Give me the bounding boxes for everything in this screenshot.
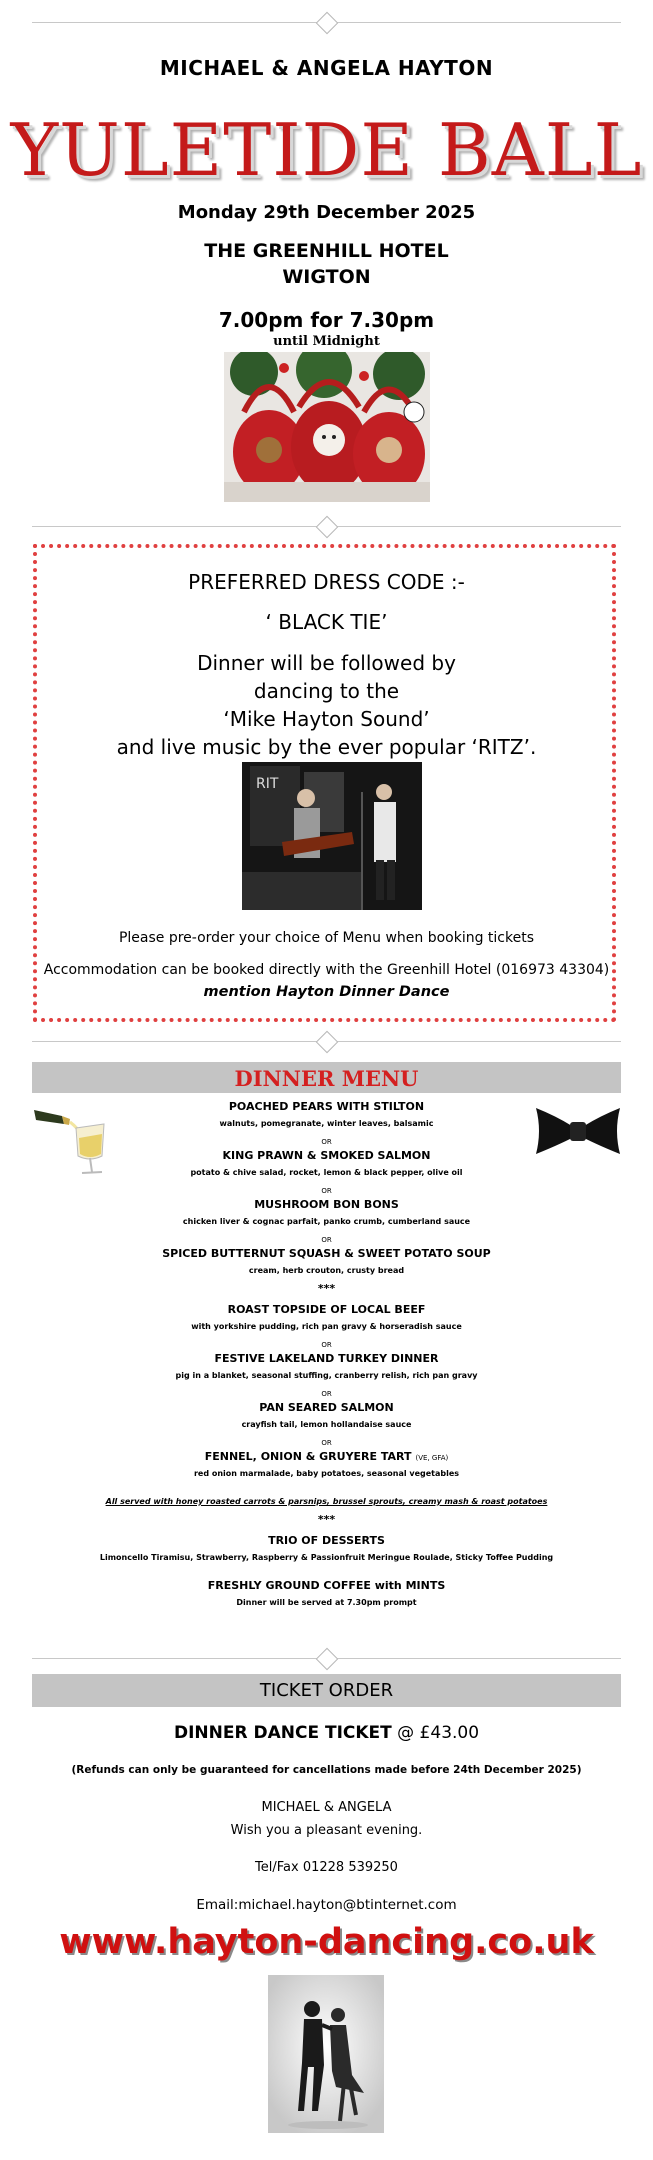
sign-off-wish: Wish you a pleasant evening. bbox=[230, 1823, 423, 1838]
sign-off-names: MICHAEL & ANGELA bbox=[261, 1800, 392, 1815]
menu-dish-title: KING PRAWN & SMOKED SALMON bbox=[222, 1149, 431, 1162]
event-until: until Midnight bbox=[273, 334, 380, 349]
divider-diamond bbox=[316, 12, 339, 35]
dress-code-label: PREFERRED DRESS CODE :- bbox=[188, 570, 465, 594]
menu-heading: DINNER MENU bbox=[234, 1066, 419, 1091]
dancing-couple-image bbox=[268, 1975, 384, 2133]
accommodation-note: Accommodation can be booked directly with the Greenhill Hotel (016973 43304) bbox=[43, 962, 610, 978]
menu-or-separator: OR bbox=[321, 1439, 332, 1447]
menu-dish-description: red onion marmalade, baby potatoes, seasonal vegetables bbox=[193, 1469, 460, 1478]
divider-diamond bbox=[316, 516, 339, 539]
menu-dish-title: ROAST TOPSIDE OF LOCAL BEEF bbox=[227, 1303, 426, 1316]
band-photo bbox=[242, 762, 422, 910]
menu-dish-description: Dinner will be served at 7.30pm prompt bbox=[236, 1598, 417, 1607]
menu-dish-description: pig in a blanket, seasonal stuffing, cranberry relish, rich pan gravy bbox=[175, 1371, 478, 1380]
refund-note: (Refunds can only be guaranteed for cancellations made before 24th December 2025) bbox=[71, 1764, 582, 1776]
preorder-note: Please pre-order your choice of Menu when booking tickets bbox=[118, 930, 535, 946]
menu-dish-title: POACHED PEARS WITH STILTON bbox=[228, 1100, 425, 1113]
menu-dish-description: Limoncello Tiramisu, Strawberry, Raspberry & Passionfruit Meringue Roulade, Sticky Toffee Pudding bbox=[99, 1553, 554, 1562]
menu-dish-description: crayfish tail, lemon hollandaise sauce bbox=[241, 1420, 412, 1429]
ticket-line bbox=[0, 1723, 653, 1743]
info-line-3: ‘Mike Hayton Sound’ bbox=[223, 707, 430, 731]
event-date: Monday 29th December 2025 bbox=[177, 202, 476, 223]
menu-dish-description: potato & chive salad, rocket, lemon & black pepper, olive oil bbox=[190, 1168, 463, 1177]
menu-dish-description: walnuts, pomegranate, winter leaves, balsamic bbox=[219, 1119, 434, 1128]
divider-diamond bbox=[316, 1031, 339, 1054]
event-title: YULETIDE BALL bbox=[10, 108, 643, 192]
menu-dish-title: FRESHLY GROUND COFFEE with MINTS bbox=[207, 1579, 446, 1592]
menu-or-separator: OR bbox=[321, 1187, 332, 1195]
info-line-4: and live music by the ever popular ‘RITZ’. bbox=[116, 735, 537, 759]
menu-dish-dietary: (VE, GFA) bbox=[415, 1454, 449, 1462]
menu-course-separator: *** bbox=[317, 1513, 336, 1526]
info-line-2: dancing to the bbox=[253, 679, 400, 703]
ticket-heading: TICKET ORDER bbox=[259, 1680, 394, 1701]
menu-dish-title: FESTIVE LAKELAND TURKEY DINNER bbox=[214, 1352, 439, 1365]
menu-dish-title: PAN SEARED SALMON bbox=[259, 1401, 394, 1414]
menu-or-separator: OR bbox=[321, 1341, 332, 1349]
menu-dish-name: FENNEL, ONION & GRUYERE TART bbox=[204, 1450, 412, 1463]
menu-sides-note: All served with honey roasted carrots & parsnips, brussel sprouts, creamy mash & roast potatoes bbox=[105, 1497, 548, 1506]
menu-dish-title: MUSHROOM BON BONS bbox=[254, 1198, 399, 1211]
menu-or-separator: OR bbox=[321, 1236, 332, 1244]
email-address: Email:michael.hayton@btinternet.com bbox=[196, 1897, 457, 1913]
dress-code: ‘ BLACK TIE’ bbox=[265, 610, 388, 634]
venue-line-2: WIGTON bbox=[282, 266, 371, 288]
event-time: 7.00pm for 7.30pm bbox=[218, 308, 435, 332]
website-url[interactable]: www.hayton-dancing.co.uk bbox=[59, 1922, 594, 1962]
menu-dish-description: with yorkshire pudding, rich pan gravy & horseradish sauce bbox=[191, 1322, 462, 1331]
ticket-price: @ £43.00 bbox=[397, 1723, 480, 1743]
menu-dish-title bbox=[0, 1451, 653, 1464]
divider-diamond bbox=[316, 1648, 339, 1671]
menu-dish-title: SPICED BUTTERNUT SQUASH & SWEET POTATO SOUP bbox=[162, 1247, 491, 1260]
christmas-gift-bags-image bbox=[224, 352, 430, 502]
mention-note: mention Hayton Dinner Dance bbox=[203, 984, 450, 1000]
tel-fax: Tel/Fax 01228 539250 bbox=[255, 1860, 398, 1875]
menu-course-separator: *** bbox=[317, 1282, 336, 1295]
svg-text:RIT: RIT bbox=[256, 776, 279, 792]
ticket-label: DINNER DANCE TICKET bbox=[173, 1723, 392, 1743]
menu-or-separator: OR bbox=[321, 1138, 332, 1146]
menu-or-separator: OR bbox=[321, 1390, 332, 1398]
menu-dish-title: TRIO OF DESSERTS bbox=[268, 1534, 385, 1547]
menu-dish-description: cream, herb crouton, crusty bread bbox=[248, 1266, 405, 1275]
hosts-line: MICHAEL & ANGELA HAYTON bbox=[159, 56, 494, 80]
menu-dish-description: chicken liver & cognac parfait, panko crumb, cumberland sauce bbox=[182, 1217, 471, 1226]
info-line-1: Dinner will be followed by bbox=[197, 651, 456, 675]
venue-line-1: THE GREENHILL HOTEL bbox=[204, 240, 449, 262]
